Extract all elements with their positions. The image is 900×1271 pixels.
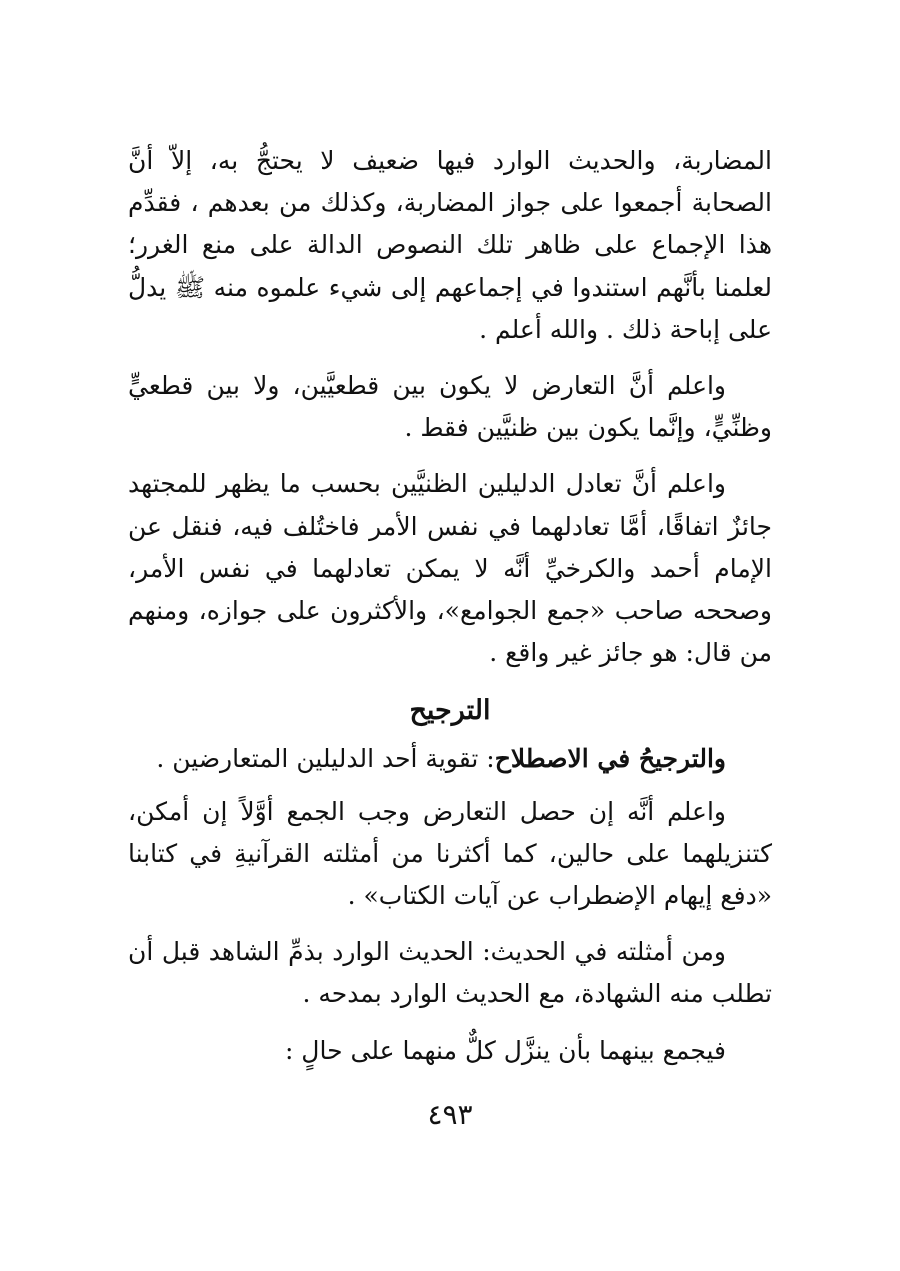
- definition-term: والترجيحُ في الاصطلاح: [494, 744, 726, 774]
- paragraph-hadith-example: ومن أمثلته في الحديث: الحديث الوارد بذمِّ الشاهد قبل أن تطلب منه الشهادة، مع الحديث الوارد بمدحه .: [128, 937, 772, 1009]
- paragraph-resolution: فيجمع بينهما بأن ينزَّل كلٌّ منهما على حالٍ :: [284, 1035, 726, 1065]
- page-number: ٤٩٣: [427, 1098, 473, 1131]
- section-heading: الترجيح: [409, 695, 491, 727]
- definition-text: : تقوية أحد الدليلين المتعارضين .: [156, 744, 495, 774]
- page-body: [128, 140, 772, 1086]
- paragraph-definition: [128, 738, 772, 780]
- paragraph-jam: واعلم أنَّه إن حصل التعارض وجب الجمع أوَّلاً إن أمكن، كتنزيلهما على حالين، كما أكثرنا من أمثلته القرآنيةِ في كتابنا «دفع إيهام الإضطراب عن آيات الكتاب» .: [128, 796, 772, 911]
- paragraph-taadul: واعلم أنَّ تعادل الدليلين الظنيَّين بحسب ما يظهر للمجتهد جائزٌ اتفاقًا، أمَّا تعادلهما في نفس الأمر فاختُلف فيه، فنقل عن الإمام أحمد والكرخيِّ أنَّه لا يمكن تعادلهما في نفس الأمر، وصححه صاحب «جمع الجوامع»، والأكثرون على جوازه، ومنهم من قال: هو جائز غير واقع .: [128, 469, 772, 668]
- paragraph-mudaraba: المضاربة، والحديث الوارد فيها ضعيف لا يحتجُّ به، إلاّ أنَّ الصحابة أجمعوا على جواز المضاربة، وكذلك من بعدهم ، فقدِّم هذا الإجماع على ظاهر تلك النصوص الدالة على منع الغرر؛ لعلمنا بأنَّهم استندوا في إجماعهم إلى شيء علموه منه ﷺ يدلُّ على إباحة ذلك . والله أعلم .: [128, 146, 772, 344]
- paragraph-taarud: واعلم أنَّ التعارض لا يكون بين قطعيَّين، ولا بين قطعيٍّ وظنِّيٍّ، وإنَّما يكون بين ظنيَّين فقط .: [128, 371, 772, 443]
